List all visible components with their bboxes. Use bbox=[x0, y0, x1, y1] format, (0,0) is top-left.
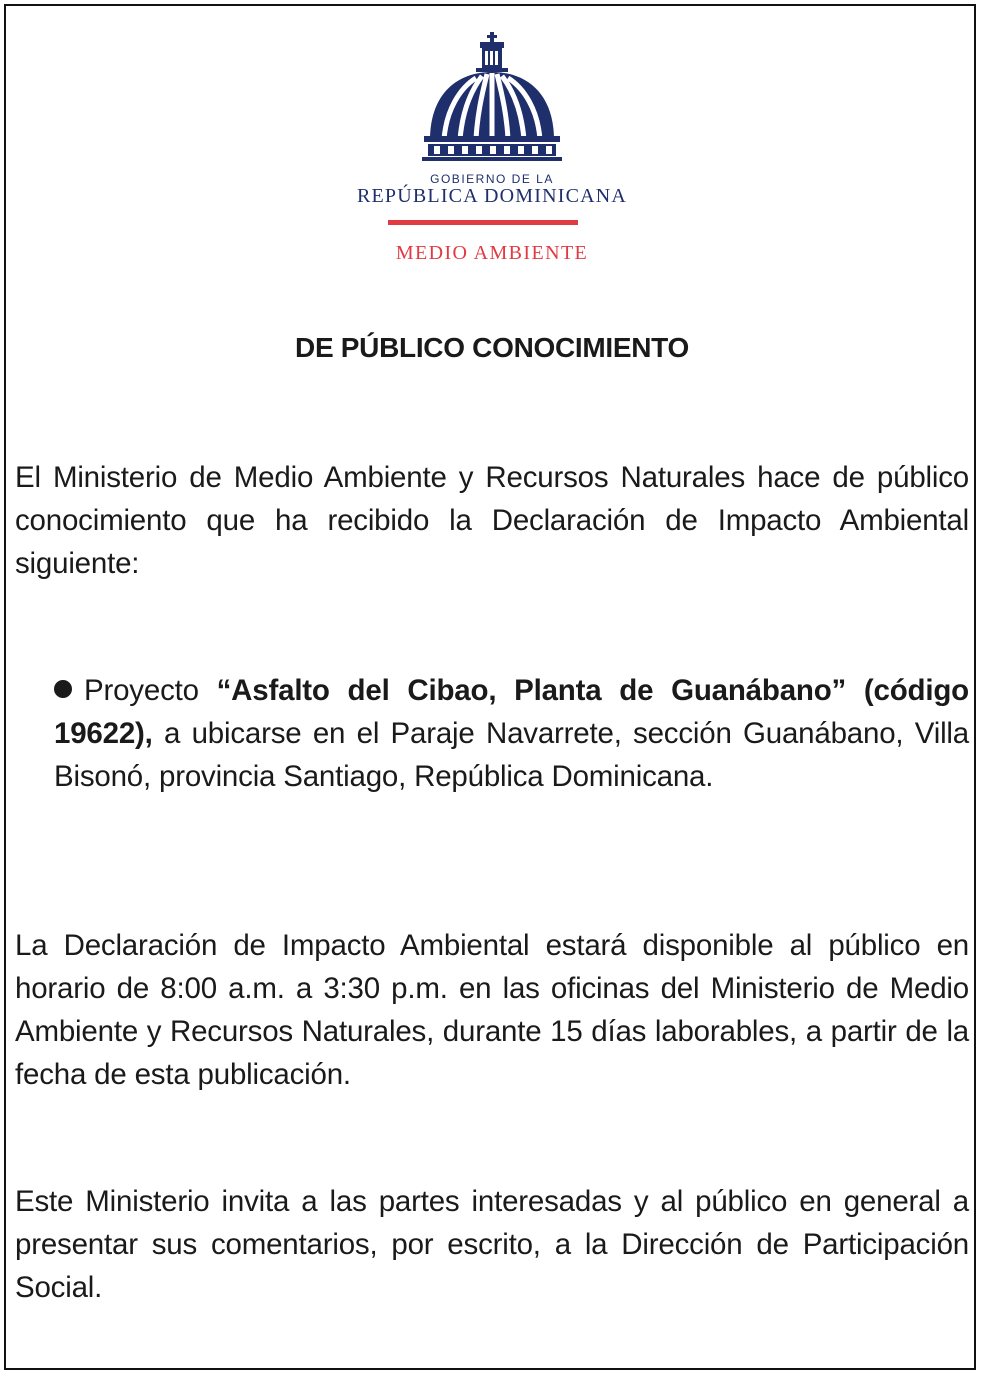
intro-paragraph: El Ministerio de Medio Ambiente y Recursos Naturales hace de público conocimiento que ha recibido la Declaración de Impacto Ambiental siguiente: bbox=[15, 461, 969, 580]
project-name: “Asfalto del Cibao, Planta de Guanábano” (código 19622), bbox=[54, 674, 970, 750]
bullet-prefix: Proyecto bbox=[84, 674, 217, 707]
logo-line-gobierno: GOBIERNO DE LA bbox=[430, 172, 554, 186]
availability-paragraph: La Declaración de Impacto Ambiental estará disponible al público en horario de 8:00 a.m. a 3:30 p.m. en las oficinas del Ministerio de Medio Ambiente y Recursos Naturales, durante 15 días laborables, a partir de la fecha de esta publicación. bbox=[15, 929, 969, 1091]
project-location: a ubicarse en el Paraje Navarrete, sección Guanábano, Villa Bisonó, provincia Santiago, República Dominicana. bbox=[54, 717, 969, 793]
bullet-icon bbox=[54, 680, 72, 698]
notice-title: DE PÚBLICO CONOCIMIENTO bbox=[295, 332, 689, 363]
government-logo bbox=[0, 32, 984, 272]
dome-icon bbox=[422, 32, 562, 162]
logo-line-republica: REPÚBLICA DOMINICANA bbox=[356, 185, 628, 207]
project-bullet bbox=[54, 669, 969, 798]
logo-divider bbox=[388, 220, 578, 225]
logo-line-medio-ambiente: MEDIO AMBIENTE bbox=[395, 242, 589, 264]
invitation-paragraph: Este Ministerio invita a las partes interesadas y al público en general a presentar sus comentarios, por escrito, a la Dirección de Participación Social. bbox=[15, 1185, 969, 1304]
